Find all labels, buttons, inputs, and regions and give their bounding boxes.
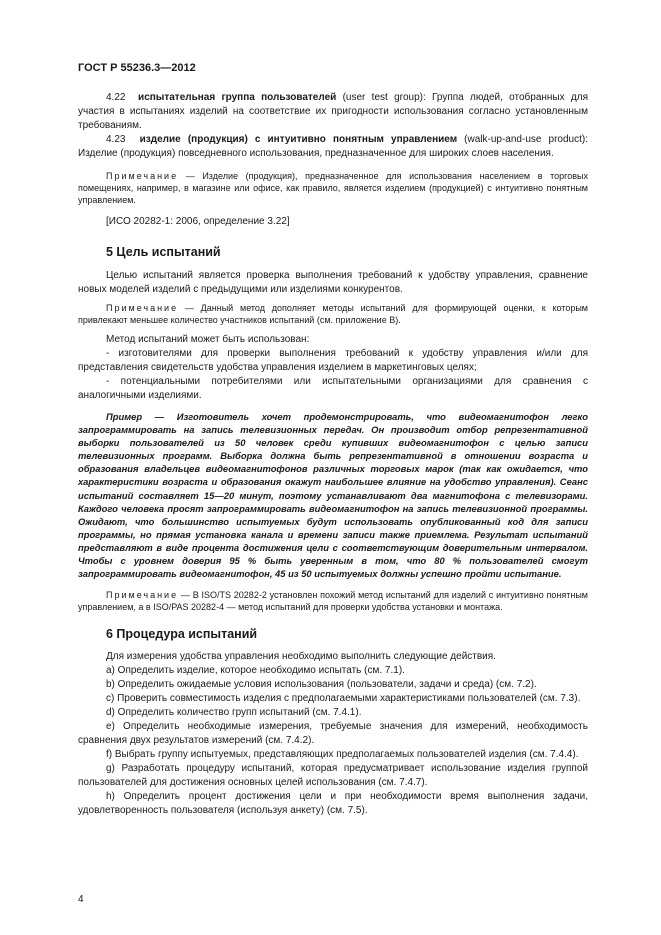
note-label: Примечание — [106, 303, 179, 313]
list-item: h) Определить процент достижения цели и при необходимости время выполнения задачи, удовлетворенность пользователя (используя анкету) (см. 7.5). — [78, 791, 588, 817]
list-item: c) Проверить совместимость изделия с предполагаемыми характеристиками пользователей (см. 7.3). — [106, 693, 581, 705]
list-item: d) Определить количество групп испытаний (см. 7.4.1). — [106, 707, 362, 719]
list-item: - потенциальными потребителями или испытательными организациями для сравнения с аналогичными изделиями. — [78, 376, 588, 401]
definition-text: (user test group): Группа людей, отобранных для участия в испытаниях изделий на соответствие их пригодности использования согласно установленным требованиям. — [78, 92, 588, 131]
term: изделие (продукция) с интуитивно понятным управлением — [139, 134, 458, 145]
note — [78, 302, 588, 326]
list-item: a) Определить изделие, которое необходимо испытать (см. 7.1). — [106, 665, 405, 677]
list-item: e) Определить необходимые измерения, требуемые значения для измерений, необходимость сравнения двух результатов измерений (см. 7.4.2). — [78, 721, 588, 747]
definition-4-22 — [78, 91, 588, 133]
section-5-title: 5 Цель испытаний — [106, 245, 221, 259]
list-item: - изготовителями для проверки выполнения требований к удобству управления и/или для представления свидетельств удобства управления изделием в маркетинговых целях; — [78, 348, 588, 373]
note-text: — В ISO/TS 20282-2 установлен похожий метод испытаний для изделий с интуитивно понятным управлением, а в ISO/PAS 20282-4 — метод испытаний для проверки удобства установки и монтажа. — [78, 590, 588, 613]
section-5-paragraph: Целью испытаний является проверка выполнения требований к удобству управления, сравнение новых моделей изделий с предыдущими или изделиями конкурентов. — [78, 270, 588, 295]
list-item: f) Выбрать группу испытуемых, представляющих предполагаемых пользователей изделия (см. 7.4.4). — [106, 749, 579, 761]
clause-number: 4.23 — [106, 134, 126, 145]
note-label: Примечание — [106, 171, 179, 181]
clause-number: 4.22 — [106, 92, 126, 103]
section-5-paragraph: Метод испытаний может быть использован: — [106, 334, 310, 345]
reference: [ИСО 20282-1: 2006, определение 3.22] — [106, 216, 290, 227]
definition-text: (walk-up-and-use product): Изделие (продукция) повседневного использования, предназначенное для широких слоев населения. — [78, 134, 588, 159]
list-item: g) Разработать процедуру испытаний, которая предусматривает использование изделия группой пользователей для достижения основных целей использования (см. 7.4.7). — [78, 763, 588, 789]
definition-4-23 — [78, 133, 588, 161]
list-item: b) Определить ожидаемые условия использования (пользователи, задачи и среда) (см. 7.2). — [106, 679, 537, 691]
note — [78, 589, 588, 613]
example-block: Пример — Изготовитель хочет продемонстрировать, что видеомагнитофон легко запрограммировать на запись телевизионных передач. Он производит отбор репрезентативной выборки пользователей из 50 человек среди купивших видеомагнитофон с целью записи телевизионных программ. Выборка должна быть репрезентативной в отношении возраста и образования владельцев видеомагнитофонов различных торговых марок (так как ожидается, что характеристики возраста и образования окажут наибольшее влияние на удобство управления). Сеанс испытаний составляет 15—20 минут, поэтому устанавливают два магнитофона с телевизорами. Каждого человека просят запрограммировать видеомагнитофон на запись телевизионной программы. Ожидают, что большинство испытуемых будут использовать опубликованный код для записи программы, но прямая установка канала и времени записи также приемлема. Результат испытаний представляют в виде процента достижения цели с соответствующим доверительным интервалом. Чтобы с уровнем доверия 95 % быть уверенным в том, что 80 % пользователей смогут запрограммировать видеомагнитофон, 45 из 50 испытуемых должны успешно пройти испытание. — [78, 411, 588, 580]
note-label: Примечание — [106, 590, 179, 601]
section-6-title: 6 Процедура испытаний — [106, 627, 258, 642]
document-header: ГОСТ Р 55236.3—2012 — [78, 62, 196, 74]
note-text: — Изделие (продукция), предназначенное для использования населением в торговых помещениях, например, в магазине или офисе, как правило, является изделием (продукцией) с интуитивно понятным управлением. — [78, 171, 588, 205]
section-6-intro: Для измерения удобства управления необходимо выполнить следующие действия. — [106, 651, 496, 663]
term: испытательная группа пользователей — [138, 92, 337, 103]
main-content — [78, 91, 588, 818]
note — [78, 170, 588, 206]
note-text: — Данный метод дополняет методы испытаний для формирующей оценки, к которым привлекают меньшее количество участников испытаний (см. приложение В). — [78, 303, 588, 325]
page-number: 4 — [78, 894, 84, 905]
